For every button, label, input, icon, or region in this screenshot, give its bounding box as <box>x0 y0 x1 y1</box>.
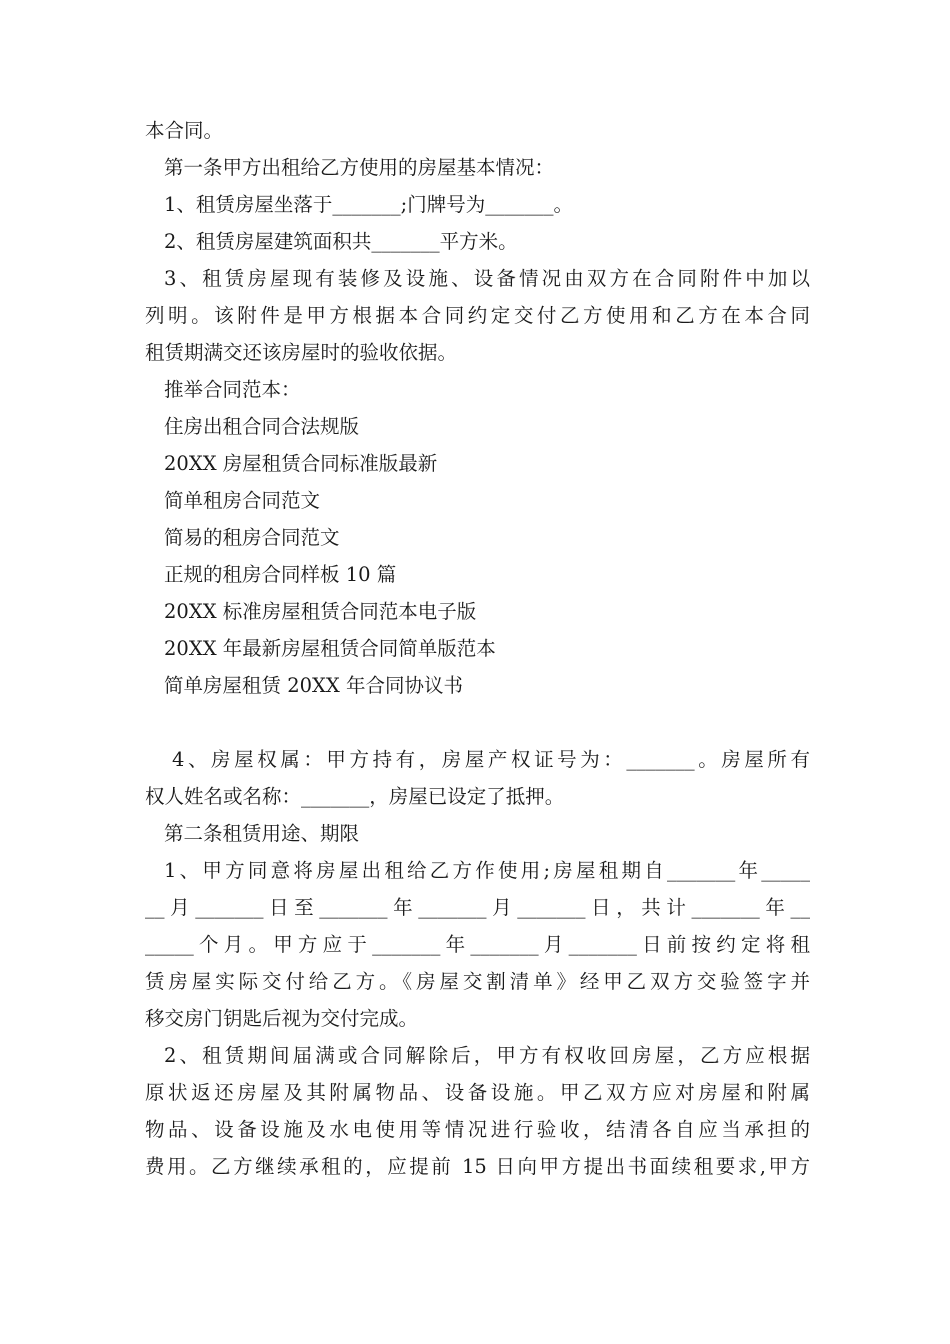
text-line: 租赁期满交还该房屋时的验收依据。 <box>145 341 458 364</box>
text-line: 2、租赁房屋建筑面积共_______平方米。 <box>164 230 518 253</box>
text-line: 3、租赁房屋现有装修及设施、设备情况由双方在合同附件中加以 <box>164 267 810 290</box>
recommended-item: 20XX 房屋租赁合同标准版最新 <box>164 452 438 475</box>
text-line: 列明。该附件是甲方根据本合同约定交付乙方使用和乙方在本合同 <box>145 304 810 327</box>
document-page <box>145 112 810 1185</box>
text-line: 2、租赁期间届满或合同解除后，甲方有权收回房屋，乙方应根据 <box>164 1044 810 1067</box>
text-line: _____个月。甲方应于_______年_______月_______日前按约定将租 <box>145 933 810 956</box>
text-line: 费用。乙方继续承租的，应提前 15 日向甲方提出书面续租要求,甲方 <box>145 1155 810 1178</box>
recommended-item: 简单租房合同范文 <box>164 489 321 512</box>
recommended-item: 正规的租房合同样板 10 篇 <box>164 563 397 586</box>
recommended-item: 20XX 年最新房屋租赁合同简单版范本 <box>164 637 496 660</box>
blank-line <box>145 704 810 741</box>
recommended-item: 简易的租房合同范文 <box>164 526 340 549</box>
text-line: 4、房屋权属：甲方持有，房屋产权证号为：_______。房屋所有 <box>172 748 810 771</box>
article-2-heading: 第二条租赁用途、期限 <box>164 822 360 845</box>
text-line: 权人姓名或名称：_______，房屋已设定了抵押。 <box>145 785 565 808</box>
recommended-item: 20XX 标准房屋租赁合同范本电子版 <box>164 600 477 623</box>
text-line: 原状返还房屋及其附属物品、设备设施。甲乙双方应对房屋和附属 <box>145 1081 810 1104</box>
text-line: 1、租赁房屋坐落于_______;门牌号为_______。 <box>164 193 573 216</box>
text-line: 本合同。 <box>145 119 224 142</box>
text-line: 物品、设备设施及水电使用等情况进行验收，结清各自应当承担的 <box>145 1118 810 1141</box>
text-line: 1、甲方同意将房屋出租给乙方作使用;房屋租期自_______年_____ <box>164 859 810 882</box>
recommended-item: 简单房屋租赁 20XX 年合同协议书 <box>164 674 463 697</box>
recommended-heading: 推举合同范本： <box>164 378 301 401</box>
recommended-item: 住房出租合同合法规版 <box>164 415 360 438</box>
text-line: 赁房屋实际交付给乙方。《房屋交割清单》经甲乙双方交验签字并 <box>145 970 810 993</box>
article-1-heading: 第一条甲方出租给乙方使用的房屋基本情况： <box>164 156 555 179</box>
text-line: 移交房门钥匙后视为交付完成。 <box>145 1007 419 1030</box>
text-line: __月_______日至_______年_______月_______日，共计_______年__ <box>145 896 810 919</box>
